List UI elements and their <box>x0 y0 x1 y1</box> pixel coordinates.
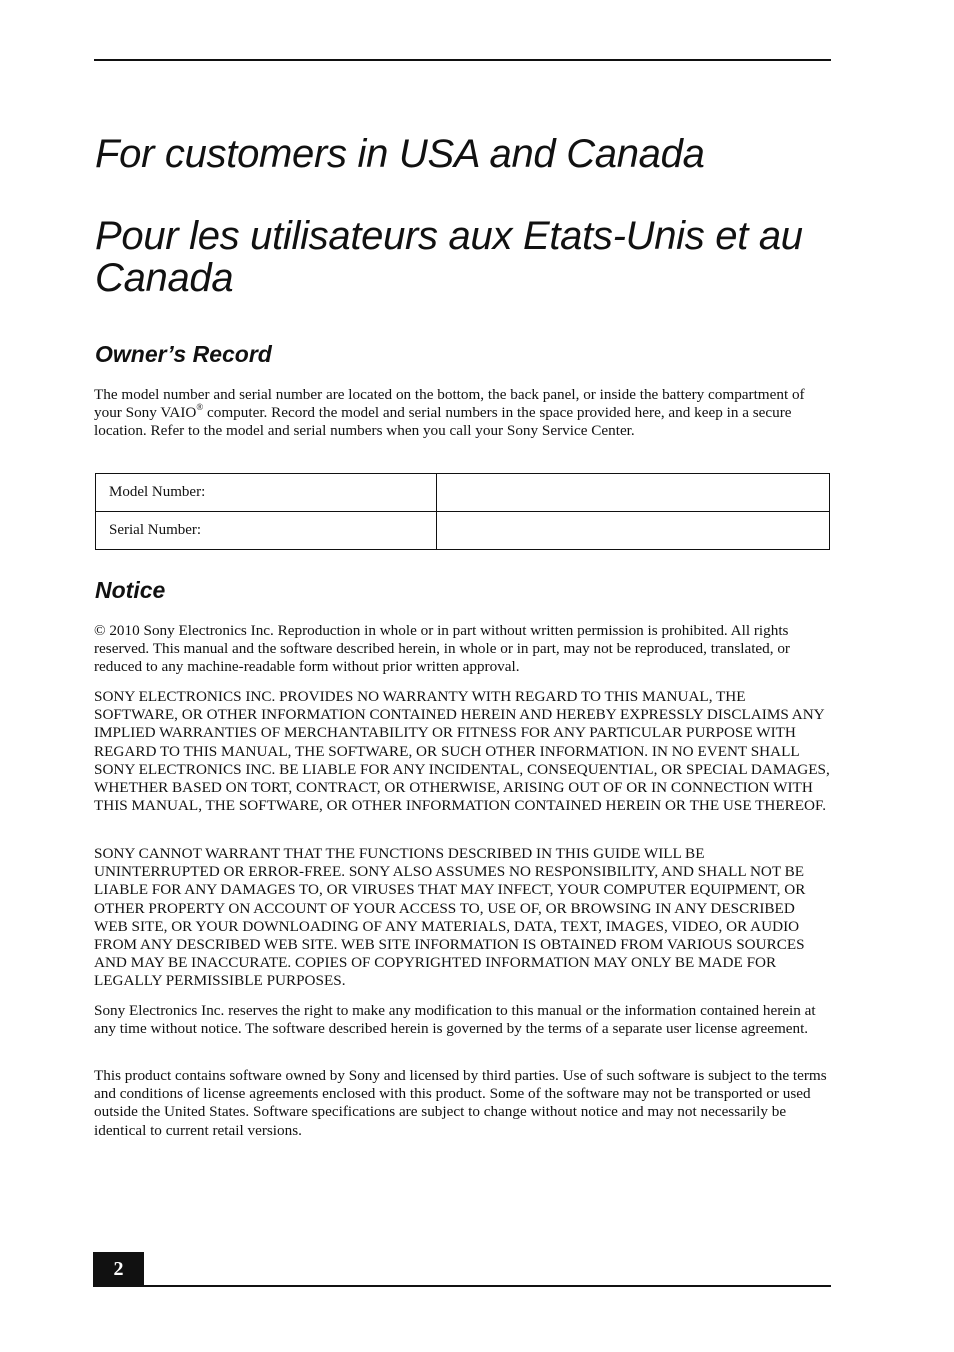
page-number: 2 <box>93 1252 144 1287</box>
owners-record-table <box>95 473 830 550</box>
table-row-serial-number <box>96 512 830 550</box>
notice-paragraph-warranty: SONY ELECTRONICS INC. PROVIDES NO WARRANTY WITH REGARD TO THIS MANUAL, THE SOFTWARE, OR OTHER INFORMATION CONTAINED HEREIN AND HEREBY EXPRESSLY DISCLAIMS ANY IMPLIED WARRANTIES OF MERCHANTABILITY OR FITNESS FOR ANY PARTICULAR PURPOSE WITH REGARD TO THIS MANUAL, THE SOFTWARE, OR SUCH OTHER INFORMATION. IN NO EVENT SHALL SONY ELECTRONICS INC. BE LIABLE FOR ANY INCIDENTAL, CONSEQUENTIAL, OR SPECIAL DAMAGES, WHETHER BASED ON TORT, CONTRACT, OR OTHERWISE, ARISING OUT OF OR IN CONNECTION WITH THIS MANUAL, THE SOFTWARE, OR OTHER INFORMATION CONTAINED HEREIN OR THE USE THEREOF. <box>94 688 830 815</box>
top-rule <box>94 59 831 61</box>
model-number-value <box>437 474 830 512</box>
model-number-label: Model Number: <box>96 474 437 512</box>
owners-record-text-start: The model number and serial number are located on the bottom, the back panel, or inside the battery compartment of your Sony VAIO <box>94 386 805 422</box>
notice-heading: Notice <box>95 577 166 603</box>
table-row-model-number <box>96 474 830 512</box>
title-french: Pour les utilisateurs aux Etats-Unis et au Canada <box>95 214 803 300</box>
owners-record-text-end: computer. Record the model and serial numbers in the space provided here, and keep in a secure location. Refer to the model and serial numbers when you call your Sony Service Center. <box>94 404 792 440</box>
owners-record-heading: Owner’s Record <box>95 341 272 367</box>
serial-number-value <box>437 512 830 550</box>
notice-paragraph-modification: Sony Electronics Inc. reserves the right to make any modification to this manual or the information contained herein at any time without notice. The software described herein is governed by the terms of a separate user license agreement. <box>94 1002 816 1038</box>
title-english: For customers in USA and Canada <box>95 132 705 176</box>
serial-number-label: Serial Number: <box>96 512 437 550</box>
bottom-rule <box>93 1285 831 1287</box>
notice-paragraph-liability: SONY CANNOT WARRANT THAT THE FUNCTIONS DESCRIBED IN THIS GUIDE WILL BE UNINTERRUPTED OR ERROR-FREE. SONY ALSO ASSUMES NO RESPONSIBILITY, AND SHALL NOT BE LIABLE FOR ANY DAMAGES TO, OR VIRUSES THAT MAY INFECT, YOUR COMPUTER EQUIPMENT, OR OTHER PROPERTY ON ACCOUNT OF YOUR ACCESS TO, USE OF, OR BROWSING IN ANY DESCRIBED WEB SITE, OR YOUR DOWNLOADING OF ANY MATERIALS, DATA, TEXT, IMAGES, VIDEO, OR AUDIO FROM ANY DESCRIBED WEB SITE. WEB SITE INFORMATION IS OBTAINED FROM VARIOUS SOURCES AND MAY BE INACCURATE. COPIES OF COPYRIGHTED INFORMATION MAY ONLY BE MADE FOR LEGALLY PERMISSIBLE PURPOSES. <box>94 845 806 990</box>
notice-paragraph-third-party: This product contains software owned by Sony and licensed by third parties. Use of such software is subject to the terms and conditions of license agreements enclosed with this product. Some of the software may not be transported or used outside the United States. Software specifications are subject to change without notice and may not necessarily be identical to current retail versions. <box>94 1067 827 1139</box>
owners-record-paragraph <box>94 386 830 441</box>
notice-paragraph-copyright: © 2010 Sony Electronics Inc. Reproduction in whole or in part without written permission is prohibited. All rights reserved. This manual and the software described herein, in whole or in part, may not be reproduced, translated, or reduced to any machine-readable form without prior written approval. <box>94 622 790 676</box>
registered-mark: ® <box>196 402 204 413</box>
